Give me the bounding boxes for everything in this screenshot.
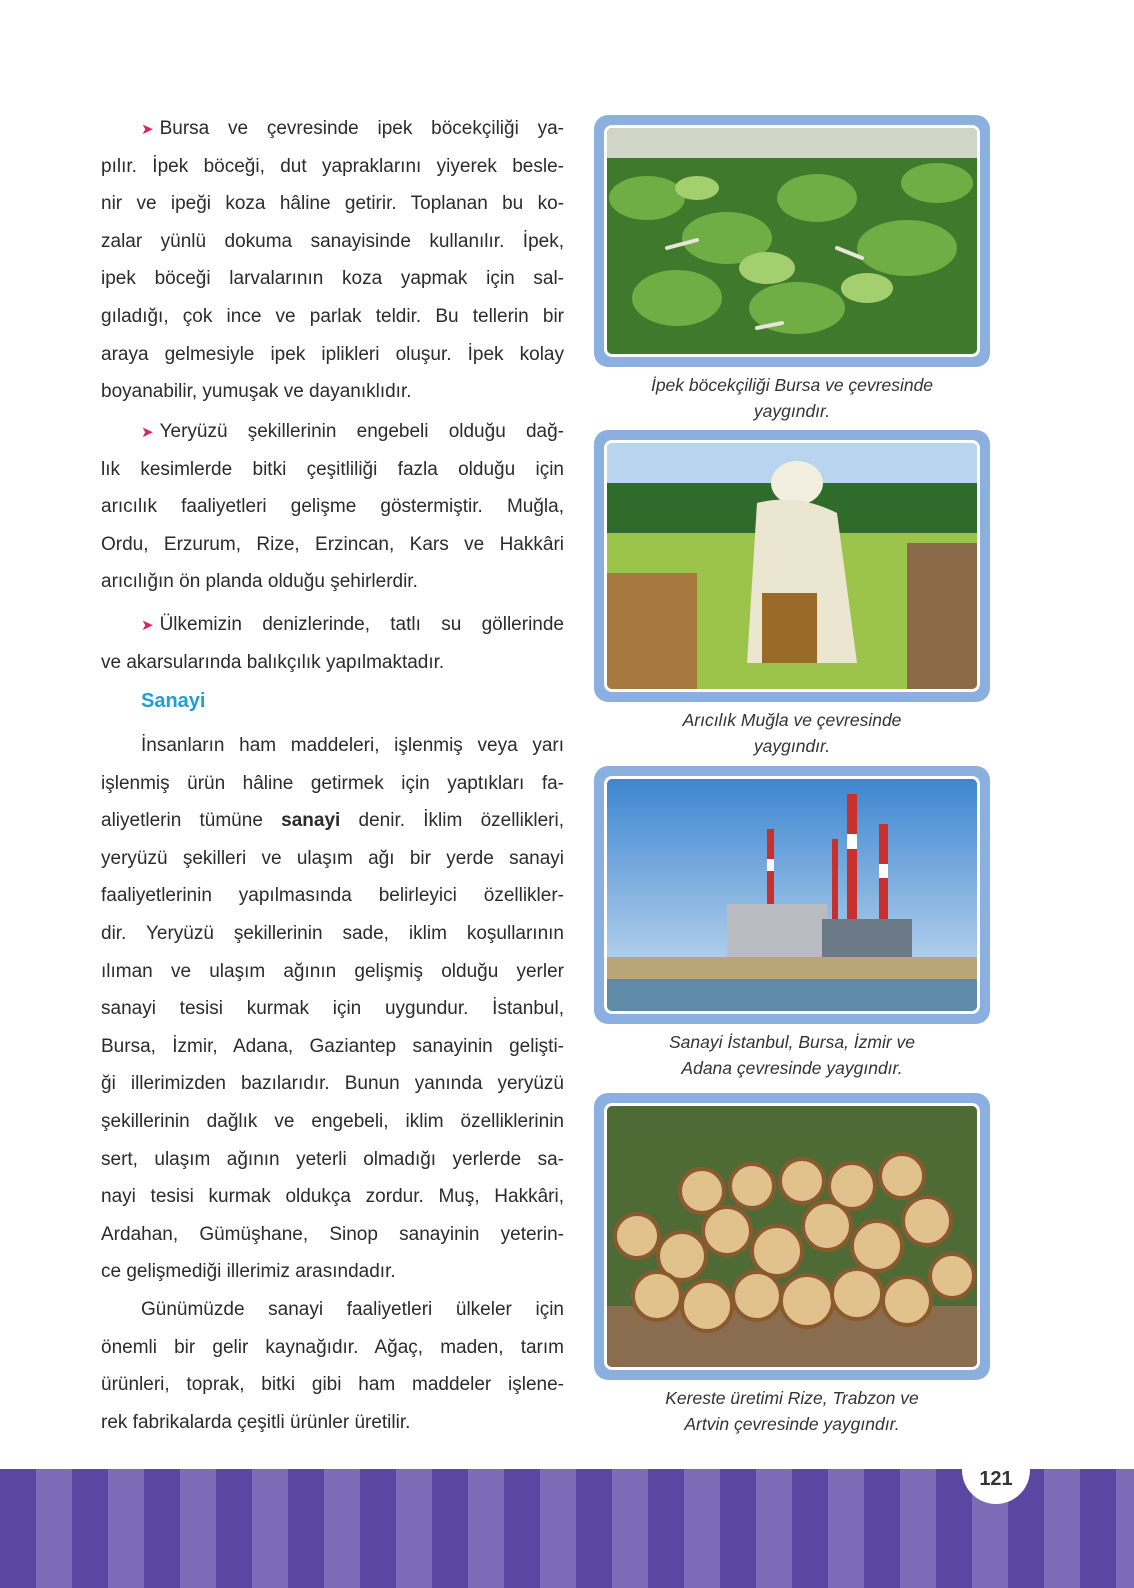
text-line [101,1366,564,1404]
figure-timber-frame [594,1093,990,1380]
text-segment: önemli bir gelir kaynağıdır. Ağaç, maden, tarım [101,1336,564,1358]
text-line [101,373,564,411]
page-number: 121 [962,1448,1030,1504]
text-segment: İnsanların ham maddeleri, işlenmiş veya yarı [141,735,564,756]
text-segment: pılır. İpek böceği, dut yapraklarını yiyerek besle- [101,155,564,177]
text-segment: Günümüzde sanayi faaliyetleri ülkeler için [141,1299,564,1320]
text-segment: şekillerinin dağlık ve engebeli, iklim özelliklerinin [101,1110,564,1132]
text-segment: denir. İklim özellikleri, [340,810,564,832]
text-segment: yeryüzü şekilleri ve ulaşım ağı bir yerde sanayi [101,847,564,869]
figure-caption [594,1029,990,1081]
text-line [101,185,564,223]
text-line [101,260,564,298]
figure-caption [594,372,990,424]
text-line [101,802,564,840]
text-line [101,1253,564,1291]
text-segment: sert, ulaşım ağının yeterli olmadığı yerlerde sa- [101,1148,564,1170]
text-line [101,840,564,878]
text-segment: ürünleri, toprak, bitki gibi ham maddeler işlene- [101,1374,564,1396]
figure-industry-frame [594,766,990,1024]
text-segment: ği illerimizden bazılarıdır. Bunun yanında yeryüzü [101,1073,564,1095]
text-segment: Ardahan, Gümüşhane, Sinop sanayinin yeterin- [101,1223,564,1245]
text-segment: zalar yünlü dokuma sanayisinde kullanılır. İpek, [101,230,564,252]
text-line [101,1216,564,1254]
caption-line: Kereste üretimi Rize, Trabzon ve [665,1388,919,1408]
text-segment: ipek böceği larvalarının koza yapmak için sal- [101,268,564,290]
paragraph [101,606,564,681]
text-line [101,1065,564,1103]
text-line [101,990,564,1028]
text-segment: nayi tesisi kurmak oldukça zordur. Muş, Hakkâri, [101,1186,564,1208]
figure-silkworm-frame [594,115,990,367]
text-segment: araya gelmesiyle ipek iplikleri oluşur. İpek kolay [101,343,564,365]
text-line [101,526,564,564]
caption-line: Arıcılık Muğla ve çevresinde [682,710,902,730]
text-line [101,915,564,953]
text-segment: gıladığı, çok ince ve parlak teldir. Bu tellerin bir [101,305,564,327]
text-segment: Ülkemizin denizlerinde, tatlı su göllerinde [159,614,564,635]
text-line [101,110,564,148]
caption-line: Artvin çevresinde yaygındır. [684,1414,900,1434]
text-segment: faaliyetlerinin yapılmasında belirleyici özellikler- [101,885,564,907]
chevron-right-icon: ➤ [141,617,154,634]
text-segment: işlenmiş ürün hâline getirmek için yaptıkları fa- [101,772,564,794]
caption-line: İpek böcekçiliği Bursa ve çevresinde [650,375,934,395]
text-line [101,765,564,803]
text-segment: ce gelişmediği illerimiz arasındadır. [101,1261,396,1283]
text-line [101,223,564,261]
beekeeping-photo [604,440,980,692]
figure-beekeeping-frame [594,430,990,702]
text-line [101,727,564,765]
text-line [101,148,564,186]
text-segment: lık kesimlerde bitki çeşitliliği fazla olduğu için [101,458,564,480]
figure-caption [594,1385,990,1437]
text-line [101,563,564,601]
text-line [101,413,564,451]
text-segment: rek fabrikalarda çeşitli ürünler üretilir. [101,1411,411,1433]
text-line [101,1141,564,1179]
text-segment: dir. Yeryüzü şekillerinin sade, iklim koşullarının [101,922,564,944]
caption-line: yaygındır. [753,401,831,421]
caption-line: yaygındır. [753,736,831,756]
text-line [101,1028,564,1066]
paragraph [101,413,564,601]
text-line [101,488,564,526]
text-segment: Bursa ve çevresinde ipek böcekçiliği ya- [159,118,564,139]
section-heading: Sanayi [141,690,206,712]
text-line [101,606,564,644]
text-line [101,451,564,489]
text-segment: arıcılık faaliyetleri gelişme göstermiştir. Muğla, [101,496,564,518]
text-line [101,298,564,336]
caption-line: Adana çevresinde yaygındır. [681,1058,903,1078]
text-line [101,1178,564,1216]
text-line [101,1103,564,1141]
text-line [101,1291,564,1329]
silkworm-photo [604,125,980,357]
text-segment: Ordu, Erzurum, Rize, Erzincan, Kars ve Hakkâri [101,533,564,555]
footer-stripes [0,1469,1134,1588]
text-line [101,1329,564,1367]
caption-line: Sanayi İstanbul, Bursa, İzmir ve [668,1032,916,1052]
text-line [101,336,564,374]
text-line [101,1404,564,1442]
chevron-right-icon: ➤ [141,121,154,138]
paragraph [101,727,564,1291]
text-segment: Bursa, İzmir, Adana, Gaziantep sanayinin gelişti- [101,1035,564,1057]
text-line [101,877,564,915]
paragraph [101,1291,564,1441]
text-line [101,953,564,991]
text-segment: sanayi tesisi kurmak için uygundur. İstanbul, [101,998,564,1020]
text-segment: boyanabilir, yumuşak ve dayanıklıdır. [101,381,412,403]
bold-term: sanayi [281,810,341,832]
text-segment: ve akarsularında balıkçılık yapılmaktadır. [101,651,445,673]
chevron-right-icon: ➤ [141,424,154,441]
timber-photo [604,1103,980,1370]
text-segment: aliyetlerin tümüne [101,810,282,832]
text-segment: nir ve ipeği koza hâline getirir. Toplanan bu ko- [101,193,564,215]
text-segment: arıcılığın ön planda olduğu şehirlerdir. [101,571,418,593]
industry-photo [604,776,980,1014]
text-segment: ılıman ve ulaşım ağının gelişmiş olduğu yerler [101,960,564,982]
text-segment: Yeryüzü şekillerinin engebeli olduğu dağ- [159,421,564,442]
figure-caption [594,707,990,759]
paragraph [101,110,564,411]
text-line [101,644,564,682]
